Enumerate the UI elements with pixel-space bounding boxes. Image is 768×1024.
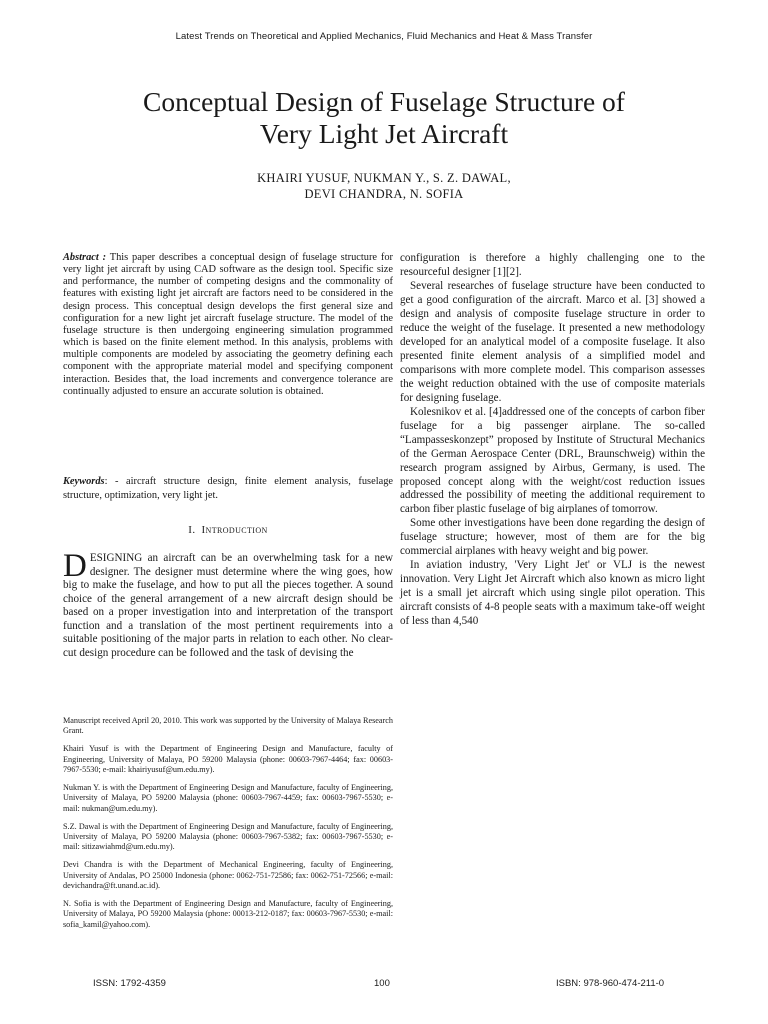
- footnote-author: Nukman Y. is with the Department of Engineering Design and Manufacture, faculty of Engineering, University of Malaya, PO 59200 Malaysia (phone: 00603-7967-4459; fax: 00603-7967-5530; e-mail: nukman@um.edu.my).: [63, 783, 393, 813]
- footnote-manuscript: Manuscript received April 20, 2010. This work was supported by the University of Malaya Research Grant.: [63, 716, 393, 736]
- section-number: I.: [188, 524, 196, 536]
- page-number: 100: [374, 978, 390, 989]
- introduction-paragraph: [63, 548, 393, 660]
- abstract: [63, 252, 393, 398]
- body-paragraph: Some other investigations have been done regarding the design of fuselage structure; however, most of them are for the big commercial airplanes with heavy weight and big power.: [400, 517, 705, 558]
- section-title: Introduction: [201, 524, 268, 536]
- keywords: [63, 475, 393, 502]
- abstract-label: Abstract :: [63, 252, 107, 263]
- abstract-text: This paper describes a conceptual design of fuselage structure for very light jet aircraft by using CAD software as the design tool. Specific size and performance, the number of competing designs and the commonality of features with existing light jet aircraft are factors need to be considered in the design process. This conceptual design develops the first general size and configuration for a new light jet aircraft fuselage structure. The model of the fuselage structure is then undergoing engineering simulation programmed which is based on the finite element method. In this analysis, problems with multiple components are modeled by associating the geometry defining each component with the appropriate material model and specifying component interaction. Besides that, the load increments and convergence tolerance are continually adjusted to ensure an accurate solution is obtained.: [63, 252, 393, 397]
- keywords-text: : - aircraft structure design, finite element analysis, fuselage structure, optimization, very light jet.: [63, 476, 393, 501]
- right-column-body: [400, 252, 705, 629]
- author-list: [60, 170, 708, 202]
- footer-issn: ISSN: 1792-4359: [93, 978, 166, 989]
- authors-line-1: KHAIRI YUSUF, NUKMAN Y., S. Z. DAWAL,: [257, 171, 511, 185]
- running-head: Latest Trends on Theoretical and Applied Mechanics, Fluid Mechanics and Heat & Mass Transfer: [175, 31, 593, 42]
- section-heading: [63, 524, 393, 536]
- title-line-1: Conceptual Design of Fuselage Structure of: [143, 86, 625, 117]
- body-paragraph: Several researches of fuselage structure have been conducted to get a good configuration of the aircraft. Marco et al. [3] showed a design and analysis of composite fuselage structure in order to reduce the weight of the fuselage. It presented a new methodology developed for an analytical model of a composite fuselage. It also presented finite element analysis of a simplified model and comparisons with more complete model. This comparison assesses the weight reduction obtained with the use of composite materials for designing fuselage.: [400, 279, 705, 404]
- footer-isbn: ISBN: 978-960-474-211-0: [556, 978, 665, 989]
- footnote-author: Devi Chandra is with the Department of Mechanical Engineering, faculty of Engineering, University of Andalas, PO 25000 Indonesia (phone: 0062-751-72586; fax: 0062-751-72566; e-mail: devichandra@ft.unand.ac.id).: [63, 860, 393, 891]
- keywords-label: Keywords: [63, 476, 105, 487]
- body-paragraph: Kolesnikov et al. [4]addressed one of the concepts of carbon fiber fuselage for a big passenger airplane. The so-called “Lampasseskonzept” proposed by Institute of Structural Mechanics of the German Aerospace Center (DRL, Braunschweig) within the research program assigned by Airbus, Germany, is used. The proposed concept along with the weight/cost reduction issues addressed the possibility of meeting the additional requirement to carbon fiber plastic fuselage of big airplanes of tomorrow.: [400, 405, 705, 516]
- authors-line-2: DEVI CHANDRA, N. SOFIA: [304, 187, 464, 201]
- paper-title: [60, 86, 708, 150]
- footnote-author: Khairi Yusuf is with the Department of Engineering Design and Manufacture, faculty of Engineering, University of Malaya, PO 59200 Malaysia (phone: 00603-7967-4464; fax: 00603-7967-5530; e-mail: khairiyusuf@um.edu.my).: [63, 744, 393, 774]
- author-footnotes: [63, 716, 393, 938]
- footnote-author: N. Sofia is with the Department of Engineering Design and Manufacture, faculty of Engineering, University of Malaya, PO 59200 Malaysia (phone: 00013-212-0187; fax: 00603-7967-5530; e-mail: sofia_kamil@yahoo.com).: [63, 899, 393, 929]
- body-paragraph: In aviation industry, 'Very Light Jet' or VLJ is the newest innovation. Very Light Jet Aircraft which also known as micro light jet is a small jet aircraft which using single pilot operation. This aircraft consists of 4-8 people seats with a maximum take-off weight of less than 4,540: [400, 559, 705, 628]
- body-paragraph: configuration is therefore a highly challenging one to the resourceful designer [1][2].: [400, 252, 705, 278]
- drop-cap: D: [63, 548, 87, 584]
- title-line-2: Very Light Jet Aircraft: [259, 118, 509, 149]
- intro-lead-word: ESIGNING: [89, 552, 143, 564]
- footnote-author: S.Z. Dawal is with the Department of Engineering Design and Manufacture, faculty of Engineering, University of Malaya, PO 59200 Malaysia (phone: 00603-7967-5382; fax: 00603-7967-5530; e-mail: sitizawiahmd@um.edu.my).: [63, 821, 393, 852]
- intro-text: an aircraft can be an overwhelming task for a new designer. The designer must determine where the wing goes, how big to make the fuselage, and how to put all the pieces together. A sound choice of the general arrangement of a new aircraft design should be based on a proper investigation into and interpretation of the transport function and a translation of the most pertinent requirements into a suitable positioning of the major parts in relation to each other. No clear-cut design procedure can be followed and the task of devising the: [63, 552, 393, 659]
